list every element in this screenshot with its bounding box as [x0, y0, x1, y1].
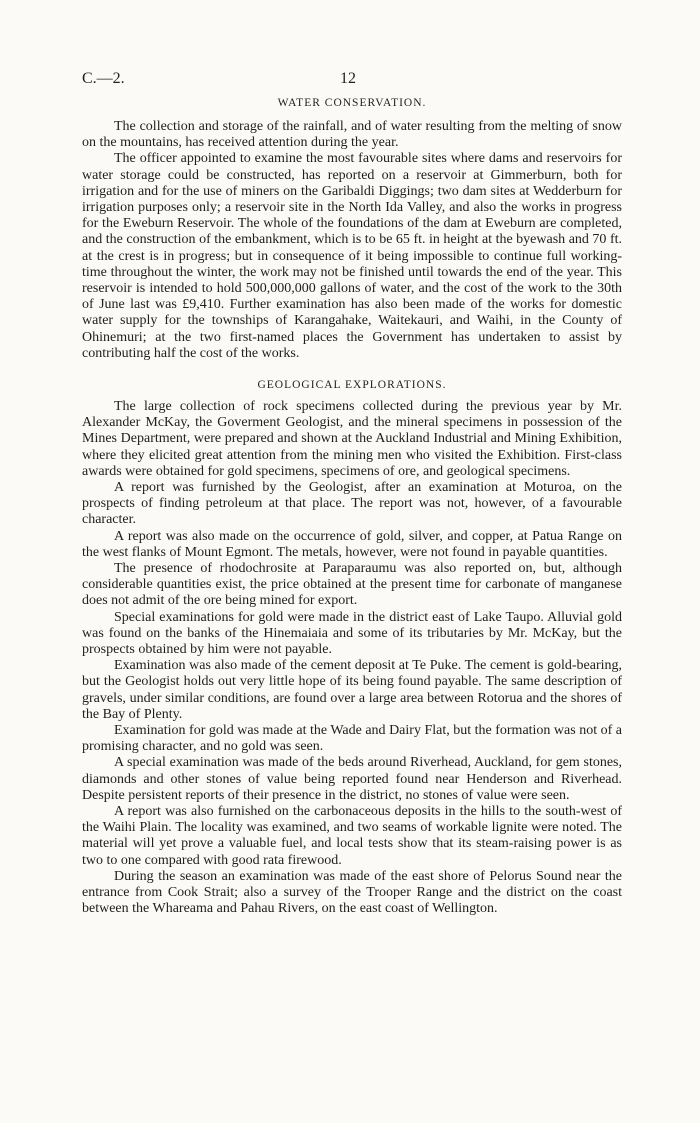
- paragraph: During the season an examination was made of the east shore of Pelorus Sound near the entrance from Cook Strait; also a survey of the Trooper Range and the district on the coast between the Whareama and Pahau Rivers, on the east coast of Wellington.: [82, 868, 622, 917]
- section-body-water-conservation: [82, 119, 622, 362]
- section-title-water-conservation: WATER CONSERVATION.: [277, 97, 427, 109]
- paragraph: A special examination was made of the beds around Riverhead, Auckland, for gem stones, diamonds and other stones of value being reported found near Henderson and Riverhead. Despite persistent reports of their presence in the district, no stones of value were seen.: [82, 755, 622, 803]
- document-reference: C.—2.: [82, 70, 125, 87]
- page-header: [82, 70, 622, 90]
- paragraph: Examination was also made of the cement deposit at Te Puke. The cement is gold-bearing, but the Geologist holds out very little hope of its being found payable. The same description of gravels, under similar conditions, are found over a large area between Rotorua and the shores of the Bay of Plenty.: [82, 658, 622, 722]
- page-number: 12: [340, 70, 356, 87]
- paragraph: The officer appointed to examine the most favourable sites where dams and reservoirs for water storage could be constructed, has reported on a reservoir at Gimmerburn, both for irrigation and for the use of miners on the Garibaldi Diggings; two dam sites at Wedderburn for irrigation purposes only; a reservoir site in the North Ida Valley, and also the works in progress for the Eweburn Reservoir. The whole of the foundations of the dam at Eweburn are completed, and the construction of the embankment, which is to be 65 ft. in height at the byewash and 70 ft. at the crest is in progress; but in consequence of it being impossible to continue full working-time throughout the winter, the work may not be finished until towards the end of the year. This reservoir is intended to hold 500,000,000 gallons of water, and the cost of the work to the 30th of June last was £9,410. Further examination has also been made of the works for domestic water supply for the townships of Karangahake, Waitekauri, and Waihi, in the County of Ohinemuri; at the two first-named places the Government has undertaken to assist by contributing half the cost of the works.: [82, 151, 622, 361]
- section-title-geological-explorations: GEOLOGICAL EXPLORATIONS.: [257, 379, 447, 391]
- paragraph: The presence of rhodochrosite at Paraparaumu was also reported on, but, although considerable quantities exist, the price obtained at the present time for carbonate of manganese does not admit of the ore being mined for export.: [82, 561, 622, 609]
- paragraph: Examination for gold was made at the Wade and Dairy Flat, but the formation was not of a promising character, and no gold was seen.: [82, 723, 622, 755]
- paragraph: The large collection of rock specimens collected during the previous year by Mr. Alexander McKay, the Goverment Geologist, and the mineral specimens in possession of the Mines Department, were prepared and shown at the Auckland Industrial and Mining Exhibition, where they elicited great attention from the mining men who visited the Exhibition. First-class awards were obtained for gold specimens, specimens of ore, and geological specimens.: [82, 399, 622, 479]
- section-body-geological-explorations: [82, 399, 622, 918]
- paragraph: A report was furnished by the Geologist, after an examination at Moturoa, on the prospects of finding petroleum at that place. The report was not, however, of a favourable character.: [82, 480, 622, 528]
- paragraph: The collection and storage of the rainfall, and of water resulting from the melting of snow on the mountains, has received attention during the year.: [82, 119, 622, 151]
- paragraph: Special examinations for gold were made in the district east of Lake Taupo. Alluvial gold was found on the banks of the Hinemaiaia and some of its tributaries by Mr. McKay, but the prospects obtained by him were not payable.: [82, 609, 622, 658]
- paragraph: A report was also furnished on the carbonaceous deposits in the hills to the south-west of the Waihi Plain. The locality was examined, and two seams of workable lignite were noted. The material will yet prove a valuable fuel, and local tests show that its steam-raising power is as two to one compared with good rata firewood.: [82, 804, 622, 868]
- paragraph: A report was also made on the occurrence of gold, silver, and copper, at Patua Range on the west flanks of Mount Egmont. The metals, however, were not found in payable quantities.: [82, 528, 622, 560]
